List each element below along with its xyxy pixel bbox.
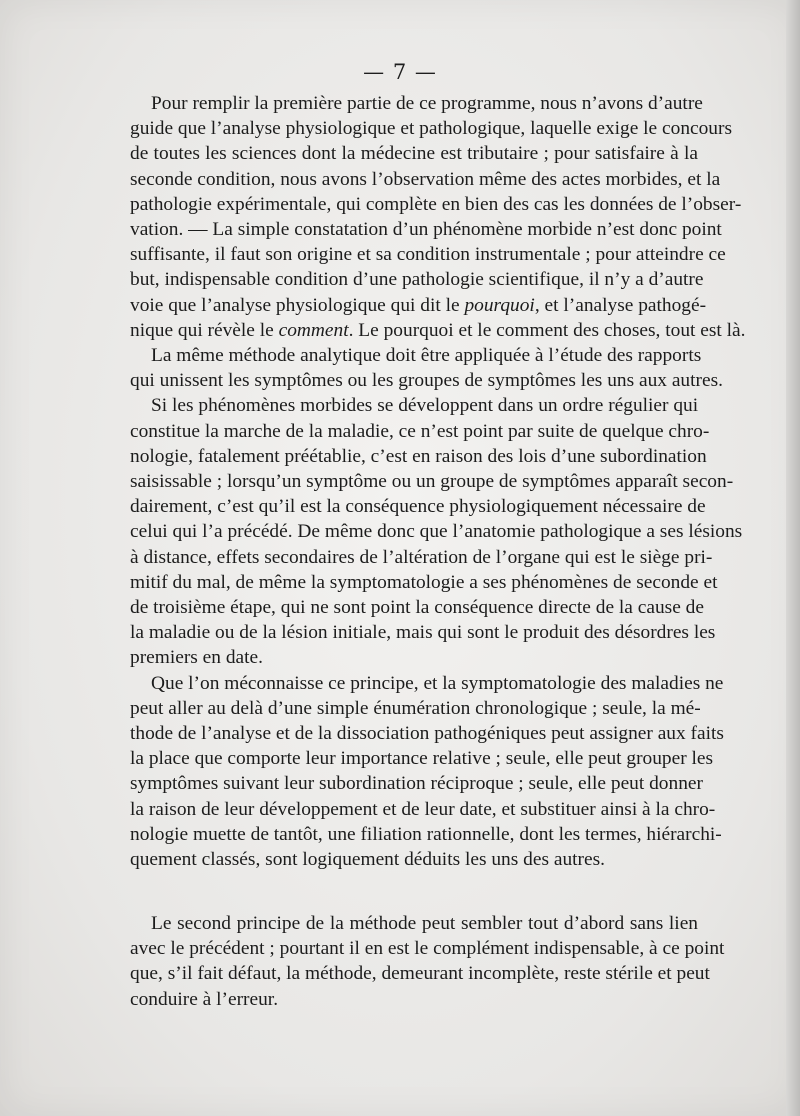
paragraph xyxy=(130,343,723,393)
text-line: conduire à l’erreur. xyxy=(130,988,279,1010)
page-edge-shadow xyxy=(786,0,800,1116)
paragraph xyxy=(130,393,743,670)
second-text-block xyxy=(130,911,725,1012)
text-line: seconde condition, nous avons l’observation même des actes morbides, et la xyxy=(130,168,721,190)
text-line: suffisante, il faut son origine et sa condition instrumentale ; pour atteindre ce xyxy=(130,244,726,266)
text-line: de toutes les sciences dont la médecine est tributaire ; pour satisfaire à la xyxy=(130,143,698,165)
paragraph xyxy=(130,671,724,873)
paragraph xyxy=(130,91,746,343)
text-line: constitue la marche de la maladie, ce n’est point par suite de quelque chro- xyxy=(130,420,710,442)
text-line: quement classés, sont logiquement déduits les uns des autres. xyxy=(130,849,605,871)
text-line: à distance, effets secondaires de l’altération de l’organe qui est le siège pri- xyxy=(130,546,713,568)
text-line: celui qui l’a précédé. De même donc que l’anatomie pathologique a ses lésions xyxy=(130,521,743,543)
text-line: La même méthode analytique doit être appliquée à l’étude des rapports xyxy=(151,345,702,367)
text-line: saisissable ; lorsqu’un symptôme ou un groupe de symptômes apparaît secon- xyxy=(130,471,734,493)
text-line: voie que l’analyse physiologique qui dit le pourquoi, et l’analyse pathogé- xyxy=(130,294,707,316)
main-text-block xyxy=(130,91,746,872)
text-line: qui unissent les symptômes ou les groupes de symptômes les uns aux autres. xyxy=(130,370,723,392)
text-line: la raison de leur développement et de leur date, et substituer ainsi à la chro- xyxy=(130,798,716,820)
text-line: guide que l’analyse physiologique et pathologique, laquelle exige le concours xyxy=(130,118,733,140)
text-line: que, s’il fait défaut, la méthode, demeurant incomplète, reste stérile et peut xyxy=(130,963,710,985)
text-line: la place que comporte leur importance relative ; seule, elle peut grouper les xyxy=(130,748,714,770)
text-line: Pour remplir la première partie de ce programme, nous n’avons d’autre xyxy=(151,93,703,114)
text-line: symptômes suivant leur subordination réciproque ; seule, elle peut donner xyxy=(130,773,703,795)
text-line: Si les phénomènes morbides se développent dans un ordre régulier qui xyxy=(151,395,699,417)
text-line: la maladie ou de la lésion initiale, mais qui sont le produit des désordres les xyxy=(130,622,716,644)
text-line: premiers en date. xyxy=(130,647,263,669)
text-line: nique qui révèle le comment. Le pourquoi et le comment des choses, tout est là. xyxy=(130,319,746,341)
paragraph xyxy=(130,911,725,1012)
text-line: nologie muette de tantôt, une filiation rationnelle, dont les termes, hiérarchi- xyxy=(130,823,722,845)
text-line: de troisième étape, qui ne sont point la conséquence directe de la cause de xyxy=(130,597,704,619)
page-number: — 7 — xyxy=(363,60,437,84)
text-line: Que l’on méconnaisse ce principe, et la symptomatologie des maladies ne xyxy=(151,672,724,694)
text-line: but, indispensable condition d’une pathologie scientifique, il n’y a d’autre xyxy=(130,269,704,291)
text-line: dairement, c’est qu’il est la conséquence physiologiquement nécessaire de xyxy=(130,496,706,518)
text-line: nologie, fatalement préétablie, c’est en raison des lois d’une subordination xyxy=(130,445,707,467)
text-line: mitif du mal, de même la symptomatologie a ses phénomènes de seconde et xyxy=(130,571,718,593)
text-line: avec le précédent ; pourtant il en est le complément indispensable, à ce point xyxy=(130,938,725,960)
text-line: thode de l’analyse et de la dissociation pathogéniques peut assigner aux faits xyxy=(130,723,724,745)
text-line: vation. — La simple constatation d’un phénomène morbide n’est donc point xyxy=(130,219,722,241)
text-line: peut aller au delà d’une simple énumération chronologique ; seule, la mé- xyxy=(130,697,701,719)
text-line: pathologie expérimentale, qui complète en bien des cas les données de l’obser- xyxy=(130,193,742,215)
text-line: Le second principe de la méthode peut sembler tout d’abord sans lien xyxy=(151,913,698,934)
